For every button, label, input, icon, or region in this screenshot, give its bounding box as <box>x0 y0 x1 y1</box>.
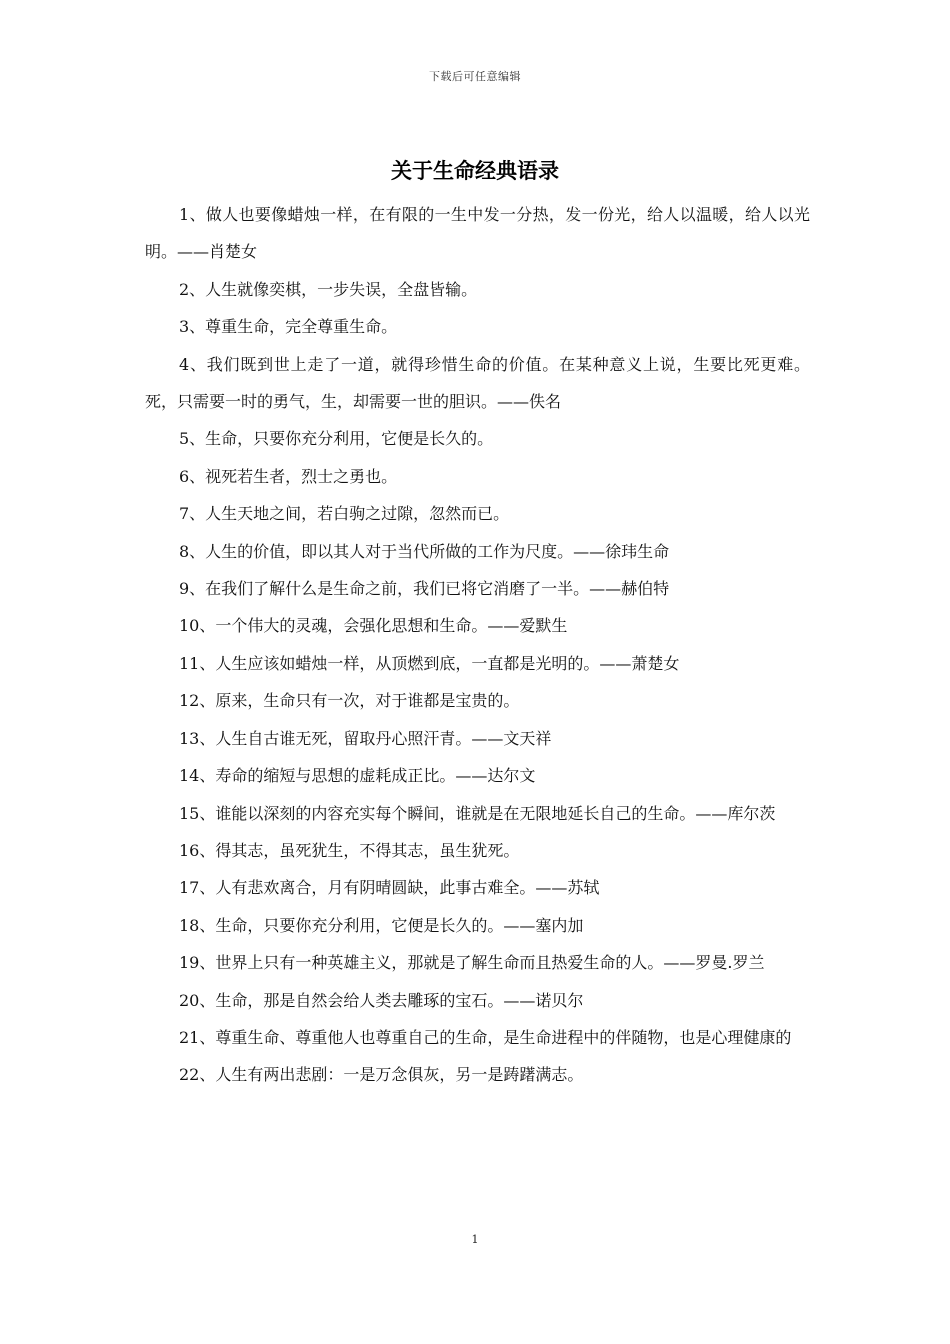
quote-paragraph: 16、得其志，虽死犹生，不得其志，虽生犹死。 <box>179 840 520 860</box>
page-title: 关于生命经典语录 <box>391 158 559 183</box>
quote-paragraph: 12、原来，生命只有一次，对于谁都是宝贵的。 <box>179 691 520 711</box>
quote-paragraph: 20、生命，那是自然会给人类去雕琢的宝石。——诺贝尔 <box>179 990 584 1010</box>
quote-paragraph: 8、人生的价值，即以其人对于当代所做的工作为尺度。——徐玮生命 <box>179 541 670 561</box>
quote-paragraph: 5、生命，只要你充分利用，它便是长久的。 <box>179 429 494 449</box>
quote-paragraph: 19、世界上只有一种英雄主义，那就是了解生命而且热爱生命的人。——罗曼.罗兰 <box>179 953 765 973</box>
quote-paragraph: 22、人生有两出悲剧：一是万念俱灰，另一是踌躇满志。 <box>179 1065 584 1085</box>
page-number: 1 <box>471 1233 479 1246</box>
quote-paragraph: 14、寿命的缩短与思想的虚耗成正比。——达尔文 <box>179 766 536 786</box>
quote-paragraph: 4、我们既到世上走了一道，就得珍惜生命的价值。在某种意义上说，生要比死更难。死，只需要一时的勇气，生，却需要一世的胆识。——佚名 <box>145 354 810 412</box>
quote-paragraph: 9、在我们了解什么是生命之前，我们已将它消磨了一半。——赫伯特 <box>179 579 670 599</box>
quote-paragraph: 18、生命，只要你充分利用，它便是长久的。——塞内加 <box>179 915 584 935</box>
document-body <box>145 196 810 1094</box>
quote-paragraph: 17、人有悲欢离合，月有阴晴圆缺，此事古难全。——苏轼 <box>179 878 600 898</box>
quote-paragraph: 11、人生应该如蜡烛一样，从顶燃到底，一直都是光明的。——萧楚女 <box>179 653 680 673</box>
quote-paragraph: 13、人生自古谁无死，留取丹心照汗青。——文天祥 <box>179 728 552 748</box>
quote-paragraph: 1、做人也要像蜡烛一样，在有限的一生中发一分热，发一份光，给人以温暖，给人以光明。——肖楚女 <box>145 205 810 262</box>
quote-paragraph: 21、尊重生命、尊重他人也尊重自己的生命，是生命进程中的伴随物，也是心理健康的 <box>179 1027 792 1047</box>
quote-paragraph: 6、视死若生者，烈士之勇也。 <box>179 466 398 486</box>
header-note: 下载后可任意编辑 <box>429 70 521 83</box>
quote-paragraph: 3、尊重生命，完全尊重生命。 <box>179 317 398 337</box>
quote-paragraph: 2、人生就像奕棋，一步失误，全盘皆输。 <box>179 279 478 299</box>
quote-paragraph: 15、谁能以深刻的内容充实每个瞬间，谁就是在无限地延长自己的生命。——库尔茨 <box>179 803 776 823</box>
quote-paragraph: 7、人生天地之间，若白驹之过隙，忽然而已。 <box>179 504 510 524</box>
quote-paragraph: 10、一个伟大的灵魂，会强化思想和生命。——爱默生 <box>179 616 568 636</box>
